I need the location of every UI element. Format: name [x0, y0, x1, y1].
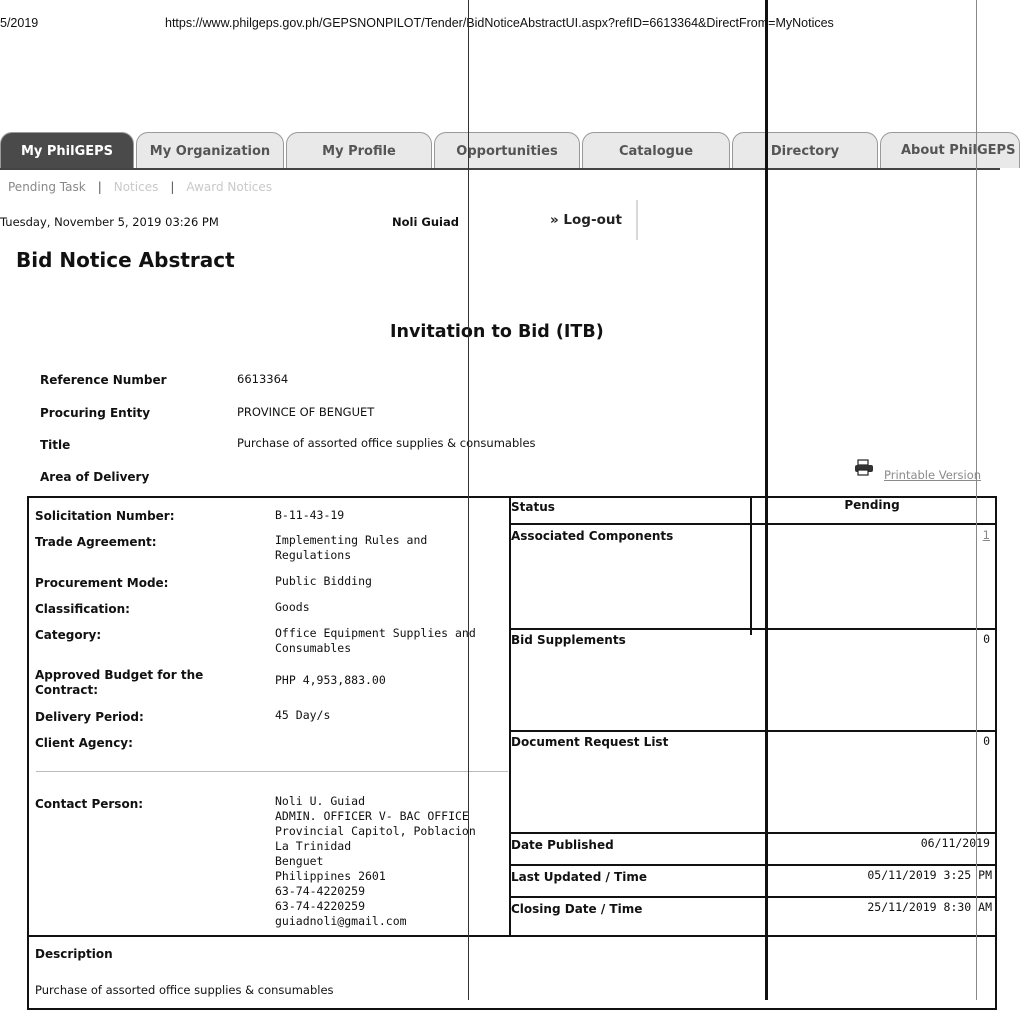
last-updated-value: 05/11/2019 3:25 PM — [867, 868, 992, 882]
subnav-separator: | — [97, 180, 102, 194]
contact-person-label: Contact Person: — [35, 797, 144, 811]
subnav-notices[interactable]: Notices — [113, 180, 159, 194]
subnav-separator: | — [170, 180, 175, 194]
table-divider-mid — [750, 496, 752, 635]
description-text: Purchase of assorted office supplies & consumables — [35, 983, 334, 997]
date-published-label: Date Published — [511, 838, 614, 852]
tab-about-philgeps[interactable]: About PhilGEPS — [880, 132, 1020, 168]
published-row-line — [509, 864, 995, 866]
procuring-entity-value: PROVINCE OF BENGUET — [237, 405, 375, 419]
category-value-2: Consumables — [275, 641, 352, 655]
tab-catalogue[interactable]: Catalogue — [582, 132, 730, 169]
page-title: Bid Notice Abstract — [16, 248, 235, 272]
solicitation-number-value: B-11-43-19 — [275, 508, 345, 522]
bid-supplements-value: 0 — [983, 632, 990, 646]
category-value-1: Office Equipment Supplies and — [275, 626, 476, 640]
main-tabs — [0, 128, 1016, 170]
approved-budget-label-1: Approved Budget for the — [35, 668, 204, 682]
assoc-row-line — [509, 628, 995, 630]
contact-fax: 63-74-4220259 — [275, 899, 366, 913]
contact-address-1: Provincial Capitol, Poblacion — [275, 824, 476, 838]
tab-opportunities[interactable]: Opportunities — [434, 132, 580, 169]
tab-underline — [0, 168, 1000, 170]
tab-my-philgeps[interactable]: My PhilGEPS — [0, 132, 134, 169]
reference-number-value: 6613364 — [237, 372, 289, 386]
status-label: Status — [511, 500, 555, 514]
updated-row-line — [509, 896, 995, 898]
date-published-value: 06/11/2019 — [920, 836, 990, 850]
tab-directory[interactable]: Directory — [732, 132, 878, 169]
title-label: Title — [40, 438, 71, 452]
client-agency-label: Client Agency: — [35, 736, 133, 750]
procurement-mode-label: Procurement Mode: — [35, 576, 169, 590]
current-datetime: Tuesday, November 5, 2019 03:26 PM — [0, 215, 219, 229]
details-table — [27, 496, 997, 1010]
reference-number-label: Reference Number — [40, 373, 167, 387]
bid-supplements-label: Bid Supplements — [511, 633, 626, 647]
contact-address-2: La Trinidad — [275, 839, 352, 853]
print-url: https://www.philgeps.gov.ph/GEPSNONPILOT/Tender/BidNoticeAbstractUI.aspx?refID=6613364&DirectFrom=MyNotices — [165, 16, 834, 30]
classification-value: Goods — [275, 600, 310, 614]
classification-label: Classification: — [35, 602, 130, 616]
delivery-period-value: 45 Day/s — [275, 708, 331, 722]
procuring-entity-label: Procuring Entity — [40, 406, 151, 420]
solicitation-number-label: Solicitation Number: — [35, 509, 175, 523]
contact-person-details — [275, 794, 476, 929]
docreq-row-line — [509, 832, 995, 834]
tab-my-organization[interactable]: My Organization — [136, 132, 284, 169]
tab-my-profile[interactable]: My Profile — [286, 132, 432, 169]
closing-date-value: 25/11/2019 8:30 AM — [867, 900, 992, 914]
description-label: Description — [35, 947, 113, 961]
contact-province: Benguet — [275, 854, 324, 868]
contact-name: Noli U. Guiad — [275, 794, 366, 808]
scan-line — [976, 0, 977, 1000]
document-request-value: 0 — [983, 734, 990, 748]
procurement-mode-value: Public Bidding — [275, 574, 372, 588]
logout-link[interactable]: » Log-out — [550, 212, 622, 228]
document-request-label: Document Request List — [511, 735, 669, 749]
contact-email: guiadnoli@gmail.com — [275, 914, 407, 928]
approved-budget-label-2: Contract: — [35, 683, 98, 697]
contact-position: ADMIN. OFFICER V- BAC OFFICE — [275, 809, 469, 823]
title-value: Purchase of assorted office supplies & consumables — [237, 436, 536, 450]
printable-version-link[interactable]: Printable Version — [884, 468, 982, 482]
notice-type-heading: Invitation to Bid (ITB) — [390, 322, 604, 342]
sub-navigation — [8, 180, 272, 194]
trade-agreement-value-1: Implementing Rules and — [275, 533, 428, 547]
logout-divider — [636, 200, 638, 240]
contact-phone: 63-74-4220259 — [275, 884, 366, 898]
category-label: Category: — [35, 628, 102, 642]
associated-components-link[interactable]: 1 — [982, 528, 990, 542]
status-value: Pending — [844, 498, 900, 512]
trade-agreement-value-2: Regulations — [275, 548, 352, 562]
contact-country: Philippines 2601 — [275, 869, 386, 883]
approved-budget-value: PHP 4,953,883.00 — [275, 673, 386, 687]
associated-components-label: Associated Components — [511, 529, 674, 543]
subnav-award-notices[interactable]: Award Notices — [186, 180, 273, 194]
user-name: Noli Guiad — [392, 215, 459, 229]
printer-icon[interactable] — [854, 460, 874, 476]
print-date: 5/2019 — [0, 16, 39, 30]
closing-date-label: Closing Date / Time — [511, 902, 643, 916]
last-updated-label: Last Updated / Time — [511, 870, 647, 884]
contact-separator — [36, 771, 508, 772]
description-row-line — [27, 935, 995, 937]
scan-line — [468, 0, 469, 1000]
delivery-period-label: Delivery Period: — [35, 710, 144, 724]
scan-line — [765, 0, 768, 1000]
supplement-row-line — [509, 730, 995, 732]
trade-agreement-label: Trade Agreement: — [35, 535, 157, 549]
status-row-line — [509, 523, 995, 525]
area-of-delivery-label: Area of Delivery — [40, 470, 150, 484]
subnav-pending-task[interactable]: Pending Task — [8, 180, 86, 194]
